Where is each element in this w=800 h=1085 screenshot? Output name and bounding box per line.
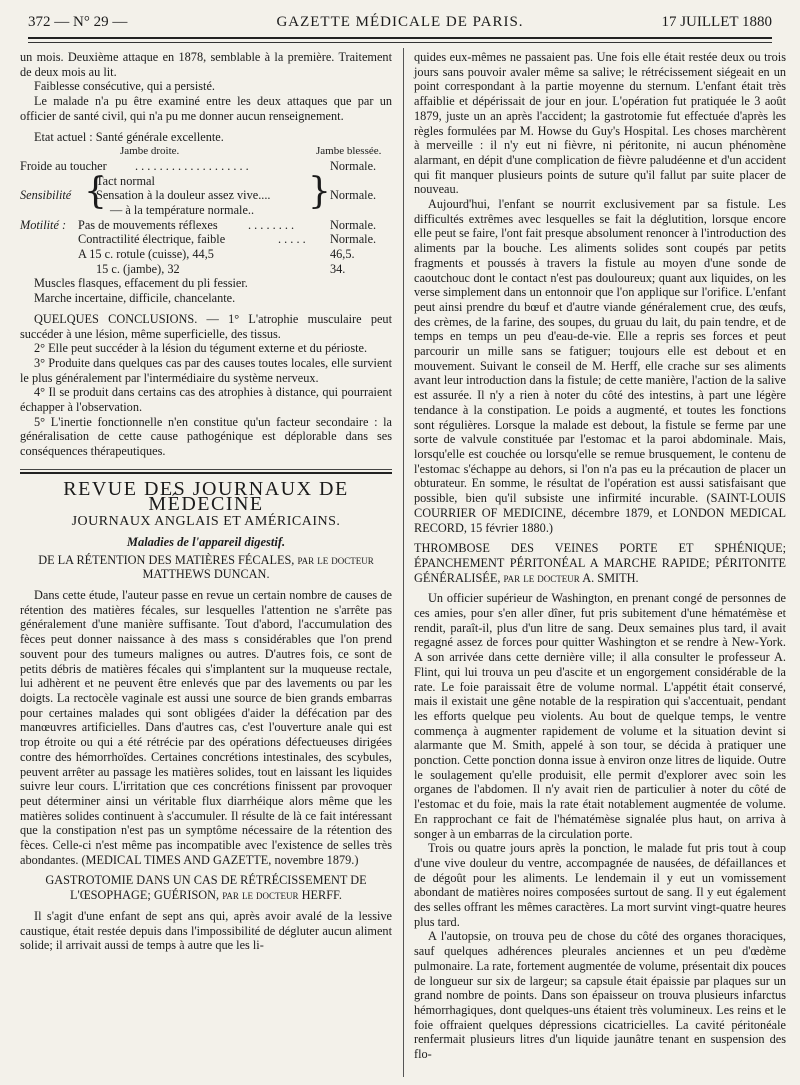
journal-title: GAZETTE MÉDICALE DE PARIS. xyxy=(276,14,524,30)
row-temperature: — à la température normale.. xyxy=(110,202,255,217)
row-value-motilite-2: Normale. xyxy=(330,232,377,247)
row-tact: Tact normal xyxy=(96,173,155,188)
revue-subtitle: JOURNAUX ANGLAIS ET AMÉRICAINS. xyxy=(71,514,341,530)
row-rotule: A 15 c. rotule (cuisse), 44,5 xyxy=(78,247,214,262)
row-value-froide: Normale. xyxy=(330,158,377,173)
after-table-line: Marche incertaine, difficile, chancelante. xyxy=(34,291,236,306)
article-body: Trois ou quatre jours après la ponction, le malade fut pris tout à coup d'une vive douleur du ventre, accompagnée de nausées, de défaillances et de dégoût pour les aliments. Le lendemain il y eut un vomissement abondant de matières noires composées surtout de sang. Il y eut également des selles offrant les mêmes caractères. La mort survint vingt-quatre heures plus tard. xyxy=(414,841,786,929)
after-table-line: Muscles flasques, effacement du pli fessier. xyxy=(34,276,248,291)
conclusion-paragraph: 3° Produite dans quelques cas par des causes toutes locales, elle survient le plus généralement par l'intermédiaire du système nerveux. xyxy=(20,355,392,385)
intro-paragraph: Faiblesse consécutive, qui a persisté. xyxy=(34,79,215,94)
left-column xyxy=(20,50,392,953)
row-jambe: 15 c. (jambe), 32 xyxy=(96,261,180,276)
article-body: Un officier supérieur de Washington, en prenant congé de personnes de ces amies, pour s'en aller dîner, fut pris subitement d'une hématémèse et rendit, paraît-il, plus d'un litre de sang. Deux semaines plus tard, il avait regagné assez de forces pour quitter Washington et se rendre à New-York. A son arrivée dans cette dernière ville; il alla consulter le professeur A. Flint, qui lui trouva un peu d'ascite et un engorgement considérable de la rate. Le foie paraissait être de volume normal. L'appétit était conservé, mais il existait une gêne notable de la respiration qui s'accentuait, pendant les efforts quelque peu violents. Au bout de quelque temps, le ventre commença à augmenter rapidement de volume et la situation devint si alarmante que M. Smith, appelé à son tour, se décida à pratiquer une ponction. Cette ponction donna issue à environ onze litres de liquide. Outre le soulagement qu'elle produisit, elle permit d'explorer avec soin les organes de l'abdomen. Il n'y avait rien de particulier à noter du côté de l'estomac et du foie, mais la rate était notablement augmentée de volume. En rapprochant ce fait de l'hématémèse signalée plus haut, on arriva à songer à un embarras de la circulation porte. xyxy=(414,591,786,841)
article-body: Il s'agit d'une enfant de sept ans qui, après avoir avalé de la lessive caustique, était restée depuis dans l'impossibilité de dégluter aucun aliment solide; il arrivait aussi de temps à autre que les li- xyxy=(20,908,392,953)
conclusion-paragraph: 2° Elle peut succéder à la lésion du tégument externe et du périoste. xyxy=(34,341,368,356)
col-header-blessee: Jambe blessée. xyxy=(316,145,382,158)
article-body: Dans cette étude, l'auteur passe en revue un certain nombre de causes de rétention des matières fécales, sur lesquelles l'attention ne s'arrête pas généralement d'une manière suffisante. Tout d'abord, l'accumulation des fèces peut donner naissance à des mass s considérables que l'on prend souvent pour des tumeurs malignes ou autres. D'autres fois, ce sont de petits débris de matières fécales qui s'implantent sur la muqueuse rectale, lui adhèrent et ne peuvent être enlevés que par des lavements ou par les doigts. La rectocèle vaginale est aussi une source de bien grands embarras pour certaines malades qui sont obligées d'aider la défécation par des manœuvres artificielles. Dans d'autres cas, c'est l'ouverture anale qui est trop étroite ou qui a été rétrécie par des opérations défectueuses dirigées contre des hémorrhoïdes. Certaines concrétions intestinales, des scybules, peuvent arrêter au passage les matières solides, tout en laissant les liquides suivre leur cours. L'irritation que ces concrétions finissent par provoquer peut déterminer ainsi un véritable flux diarrhéique alors même que les matières solides continuent à s'accumuler. Il résulte de là ce fait intéressant que la constipation n'est pas un symptôme nécessaire de la rétention des fèces. Celle-ci n'est même pas incompatible avec l'existence de selles très abondantes. (MEDICAL TIMES AND GAZETTE, novembre 1879.) xyxy=(20,588,392,867)
row-value-motilite-1: Normale. xyxy=(330,217,377,232)
conclusion-paragraph: QUELQUES CONCLUSIONS. — 1° L'atrophie musculaire peut succéder à une lésion, même superficielle, des tissus. xyxy=(20,311,392,341)
conclusion-paragraph: 5° L'inertie fonctionnelle n'en constitue qu'un facteur secondaire : la généralisation de cette cause pathogénique est déplorable dans ses conséquences thérapeutiques. xyxy=(20,414,392,459)
row-label-motilite: Motilité : xyxy=(20,217,67,232)
issue-date: 17 JUILLET 1880 xyxy=(661,14,772,30)
article-title: THROMBOSE DES VEINES PORTE ET SPHÉNIQUE; ÉPANCHEMENT PÉRITONÉAL A MARCHE RAPIDE; PÉRITONITE GÉNÉRALISÉE, par le docteur A. SMITH. xyxy=(414,541,786,585)
measurements-table: Jambe droite. Jambe blessée. Froide au toucher . . . . . . . . . . . . . . . . . . . Normale. { Tact normal } Sensibilité Sensation à la douleur assez vive.... Normale. — à la température normale.. Motilité : Pas de mouvements réflexes . . . . . . . . Normale. Contractilité électrique, faible . . . . . Normale. A 15 c. rotule (cuisse), 44,5 46,5. 15 c. (jambe), 32 34. xyxy=(20,145,382,276)
article-body: Aujourd'hui, l'enfant se nourrit exclusivement par sa fistule. Les difficultés extrêmes avec lesquelles se fait la déglutition, lorsque encore elle peut se faire, l'ont fait presque absolument renoncer à l'introduction des aliments par la bouche. Les aliments solides sont coupés par petits fragments et poussés à travers la fistule au moyen d'une sonde de caoutchouc dont le contact n'est pas douloureux; quant aux liquides, on les verse simplement dans un entonnoir que l'on applique sur l'orifice. L'enfant peut ainsi prendre du bœuf et d'autre viande généralement crue, des œufs, des crèmes, de la farine, des soupes, du gruau du lait, du pain tendre, et de temps en temps un peu d'eau-de-vie. Elle a repris ses forces et peut parcourir un mille sans se fatiguer; toujours elle est debout et en mouvement. Suivant le conseil de M. Herff, elle crache sur ses aliments avant leur introduction dans la fistule; de cette manière, l'action de la salive est assurée. Il n'y a rien à noter du côté des intestins, à part une légère tendance à la constipation. Le poids a augmenté, et toutes les fonctions sont régulières. Lorsque la malade est debout, la fistule se ferme par une sorte de valvule constituée par l'estomac et la paroi abdominale. Mais, lorsqu'elle est couchée ou lorsqu'elle se remue brusquement, le contenu de l'estomac s'échappe au dehors, si l'on n'a pas eu la précaution de placer un obturateur. En somme, le résultat de l'opération est aussi satisfaisant que possible, bien qu'il subsiste une infirmité incurable. (SAINT-LOUIS COURRIER OF MEDICINE, décembre 1879, et LONDON MEDICAL RECORD, 15 février 1880.) xyxy=(414,197,786,535)
row-label-sensibilite: Sensibilité xyxy=(20,188,72,203)
intro-paragraph: Le malade n'a pu être examiné entre les deux attaques que par un officier de santé civil, qui n'a pu me donner aucun renseignement. xyxy=(20,94,392,123)
etat-title: Etat actuel : Santé générale excellente. xyxy=(34,129,224,144)
conclusion-paragraph: 4° Il se produit dans certains cas des atrophies à distance, qui pourraient échapper à l'observation. xyxy=(20,385,392,415)
article-body: quides eux-mêmes ne passaient pas. Une fois elle était restée deux ou trois jours sans pouvoir avaler même sa salive; le rétrécissement siégeait en un point correspondant à la partie moyenne du sternum. L'enfant était très affaiblie et dépérissait de jour en jour. L'opération fut pratiquée le 3 août 1879, juste un an après l'accident; la gastrotomie fut effectuée d'après les règles formulées par M. Howse du Guy's Hospital. Les choses marchèrent à merveille : il n'y eut ni fièvre, ni péritonite, ni aucun phénomène alarmant, en dépit d'une complication de fièvre paludéenne et d'un accident qui fit manquer plusieurs points de suture qu'il fallut par suite placer de nouveau. xyxy=(414,50,786,197)
row-value-rotule: 46,5. xyxy=(330,247,355,262)
article-title: GASTROTOMIE DANS UN CAS DE RÉTRÉCISSEMENT DE L'ŒSOPHAGE; GUÉRISON, par le docteur HERFF. xyxy=(45,873,367,903)
header-rule xyxy=(28,37,772,39)
header-rule-thin xyxy=(28,42,772,43)
col-header-droite: Jambe droite. xyxy=(120,145,180,158)
article-title: DE LA RÉTENTION DES MATIÈRES FÉCALES, par le docteur MATTHEWS DUNCAN. xyxy=(38,552,374,582)
page-number: 372 — N° 29 — xyxy=(28,14,128,30)
revue-section: Maladies de l'appareil digestif. xyxy=(126,534,286,549)
page-header xyxy=(28,12,772,34)
column-divider xyxy=(403,48,404,1077)
revue-title: REVUE DES JOURNAUX DE MÉDECINE xyxy=(63,477,349,515)
right-column xyxy=(414,50,786,1062)
intro-paragraph: un mois. Deuxième attaque en 1878, semblable à la première. Traitement de deux mois au lit. xyxy=(20,50,392,79)
article-body: A l'autopsie, on trouva peu de chose du côté des organes thoraciques, sauf quelques adhérences pleurales anciennes et un peu d'œdème pulmonaire. La rate, fortement augmentée de volume, présentait dix pouces de longueur sur six de largeur; sa capsule était épaissie par plaques sur un grand nombre de points. Dans son épaisseur on trouva plusieurs infarctus hémorrhagiques, dont quelques-uns étaient très volumineux. Les reins et le foie offraient quelques dépressions cicatricielles. La cavité péritonéale renfermait plusieurs litres d'un liquide jaunâtre tenant en suspension des flo- xyxy=(414,929,786,1062)
row-motilite-1: Pas de mouvements réflexes xyxy=(78,217,218,232)
row-douleur: Sensation à la douleur assez vive.... xyxy=(96,188,271,203)
row-value-sensibilite: Normale. xyxy=(330,188,377,203)
row-value-jambe: 34. xyxy=(330,261,346,276)
row-label-froide: Froide au toucher xyxy=(20,158,107,173)
row-motilite-2: Contractilité électrique, faible xyxy=(78,232,226,247)
